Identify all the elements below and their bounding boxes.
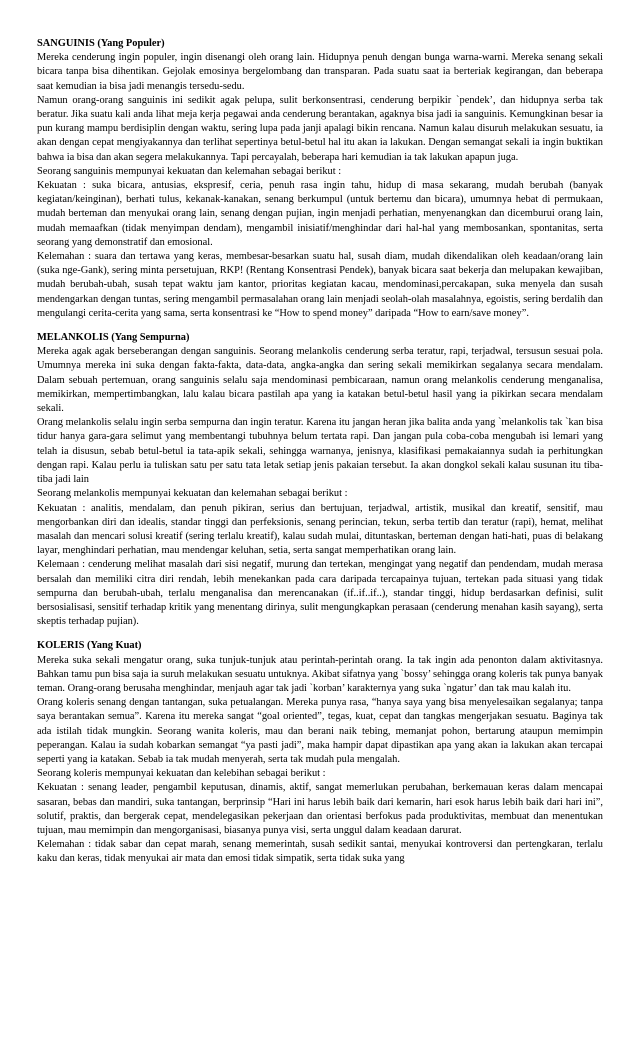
section-heading: MELANKOLIS (Yang Sempurna): [37, 332, 190, 344]
paragraph-weaknesses: Kelemahan : suara dan tertawa yang keras, membesar-besarkan suatu hal, susah diam, mudah dikendalikan oleh keadaan/orang lain (suka nge-Gank), sering minta persetujuan, RKP! (Rentang Konsentrasi Pendek), banyak bicara saat bekerja dan melupakan kewajiban, mudah berubah-ubah, susah tepat waktu jam kantor, prioritas kegiatan kacau, mendominasi,percakapan, suka menyela dan susah mendengarkan dengan tuntas, sering mengambil permasalahan orang lain menjadi seolah-olah masalahnya, egoistis, sering berdalih dan mengulangi cerita-cerita yang sama, serta konsentrasi ke “How to spend money” daripada “How to earn/save money”.: [37, 251, 603, 319]
paragraph: Seorang melankolis mempunyai kekuatan dan kelemahan sebagai berikut :: [37, 488, 348, 500]
paragraph: Orang koleris senang dengan tantangan, suka petualangan. Mereka punya rasa, “hanya saya yang bisa menyelesaikan segalanya; tanpa saya berantakan semua”. Karena itu mereka sangat “goal oriented”, tegas, kuat, cepat dan tangkas mengerjakan sesuatu. Baginya tak ada istilah tidak mungkin. Seorang wanita koleris, mau dan berani naik tebing, memanjat pohon, bertarung ataupun memimpin peperangan. Kalau ia sudah kobarkan semangat “ya pasti jadi”, maka hampir dapat dipastikan apa yang akan ia lakukan akan tercapai seperti yang ia katakan. Sebab ia tak mudah menyerah, serta tak mudah pula mengalah.: [37, 697, 603, 765]
paragraph: Orang melankolis selalu ingin serba sempurna dan ingin teratur. Karena itu jangan heran jika balita anda yang `melankolis tak `kan bisa tidur hanya gara-gara selimut yang membentangi tubuhnya belum tertata rapi. Dan jangan pula coba-coba mengubah isi lemari yang telah ia disusun, sebab betul-betul ia tata-apik sekali, sehingga warnanya, jenisnya, klasifikasi pemakaiannya sudah ia perhitungkan dengan rapi. Kalau perlu ia tuliskan satu per satu tata letak setiap jenis pakaian tersebut. Ia akan dongkol sekali kalau susunan itu tiba-tiba jadi lain: [37, 417, 603, 486]
section-melankolis: [37, 331, 603, 629]
paragraph: Mereka agak agak berseberangan dengan sanguinis. Seorang melankolis cenderung serba teratur, rapi, terjadwal, tersusun sesuai pola. Umumnya mereka ini suka dengan fakta-fakta, data-data, angka-angka dan sering sekali memikirkan segalanya secara mendalam. Dalam sebuah pertemuan, orang sanguinis selalu saja mendominasi pembicaraan, namun orang melankolis cenderung menganalisa, memikirkan, mempertimbangkan, lalu kalau bicara pastilah apa yang ia katakan betul-betul hasil yang ia pikirkan secara mendalam sekali.: [37, 346, 603, 415]
paragraph-strengths: Kekuatan : suka bicara, antusias, ekspresif, ceria, penuh rasa ingin tahu, hidup di masa sekarang, mudah berubah (banyak kegiatan/keinginan), berhati tulus, kekanak-kanakan, senang berkumpul (untuk bertemu dan bicara), umumnya hebat di permukaan, mudah berteman dan menyukai orang lain, senang dengan pujian, ingin menjadi perhatian, menyenangkan dan dicemburui orang lain, mudah memaafkan (tidak menyimpan dendam), mengambil inisiatif/menghindar dari hal-hal yang membosankan, spontanitas, serta seorang yang demonstratif dan emosional.: [37, 180, 603, 248]
paragraph-weaknesses: Kelemaan : cenderung melihat masalah dari sisi negatif, murung dan tertekan, mengingat yang negatif dan pendendam, mudah merasa bersalah dan memiliki citra diri rendah, lebih menekankan pada cara daripada tercapainya tujuan, tertekan pada situasi yang tidak sempurna dan berubah-ubah, terlalu menganalisa dan merencanakan (if..if..if..), standar tinggi, hidup berdasarkan definisi, sulit bersosialisasi, sensitif terhadap kritik yang menentang dirinya, sulit mengungkapkan perasaan (cenderung menahan kasih sayang), serta skeptis terhadap pujian).: [37, 559, 603, 628]
paragraph-strengths: Kekuatan : senang leader, pengambil keputusan, dinamis, aktif, sangat memerlukan perubahan, berkemauan keras dalam mencapai sasaran, bebas dan mandiri, suka tantangan, berprinsip “Hari ini harus lebih baik dari kemarin, hari esok harus lebih baik dari hari ini”, solutif, praktis, dan bergerak cepat, mendelegasikan pekerjaan dan orientasi berfokus pada produktivitas, membuat dan menentukan tujuan, mau memimpin dan mengorganisasi, biasanya punya visi, serta unggul dalam keadaan darurat.: [37, 782, 603, 836]
paragraph: Mereka cenderung ingin populer, ingin disenangi oleh orang lain. Hidupnya penuh dengan bunga warna-warni. Mereka senang sekali bicara tanpa bisa dihentikan. Gejolak emosinya bergelombang dan transparan. Pada suatu saat ia berteriak kegirangan, dan beberapa saat kemudian ia bisa jadi menangis tersedu-sedu.: [37, 52, 603, 92]
paragraph: Mereka suka sekali mengatur orang, suka tunjuk-tunjuk atau perintah-perintah orang. Ia tak ingin ada penonton dalam aktivitasnya. Bahkan tamu pun bisa saja ia suruh melakukan sesuatu untuknya. Akibat sifatnya yang `bossy’ sehingga orang koleris tak punya banyak teman. Orang-orang berusaha menghindar, menjauh agar tak jadi `korban’ karakternya yang suka `ngatur’ dan tak mau kalah itu.: [37, 654, 603, 694]
paragraph: Seorang koleris mempunyai kekuatan dan kelebihan sebagai berikut :: [37, 768, 326, 780]
section-heading: KOLERIS (Yang Kuat): [37, 640, 142, 652]
document-page: [37, 37, 603, 877]
paragraph-weaknesses: Kelemahan : tidak sabar dan cepat marah, senang memerintah, susah sedikit santai, menyukai kontroversi dan pertengkaran, terlalu kaku dan keras, tidak menyukai air mata dan emosi tidak simpatik, serta tidak suka yang: [37, 839, 603, 865]
section-sanguinis: [37, 37, 603, 321]
section-heading: SANGUINIS (Yang Populer): [37, 38, 165, 49]
paragraph-strengths: Kekuatan : analitis, mendalam, dan penuh pikiran, serius dan bertujuan, terjadwal, artistik, musikal dan kreatif, sensitif, mau mengorbankan diri dan idealis, standar tinggi dan perfeksionis, senang perincian, tekun, serba tertib dan teratur (rapi), hemat, melihat masalah dan mencari solusi kreatif (sering terlalu kreatif), kalau sudah mulai, dituntaskan, berteman dengan hati-hati, puas di belakang layar, menghindari perhatian, mau mendengar keluhan, setia, serta sangat memperhatikan orang lain.: [37, 502, 603, 557]
paragraph: Namun orang-orang sanguinis ini sedikit agak pelupa, sulit berkonsentrasi, cenderung berpikir `pendek’, dan hidupnya serba tak beratur. Jika suatu kali anda lihat meja kerja pegawai anda cenderung berantakan, agaknya bisa jadi ia sanguinis. Kemungkinan besar ia pun kurang mampu berdisiplin dengan waktu, sering lupa pada janji apalagi bikin rencana. Namun kalau disuruh melakukan sesuatu, ia akan dengan cepat mengiyakannya dan terlihat sepertinya betul-betul hal itu akan ia lakukan. Dengan semangat sekali ia ingin buktikan bahwa ia bisa dan akan segera melakukannya. Tapi percayalah, beberapa hari kemudian ia tak lakukan apapun juga.: [37, 94, 603, 163]
paragraph: Seorang sanguinis mempunyai kekuatan dan kelemahan sebagai berikut :: [37, 165, 342, 177]
section-koleris: [37, 639, 603, 866]
